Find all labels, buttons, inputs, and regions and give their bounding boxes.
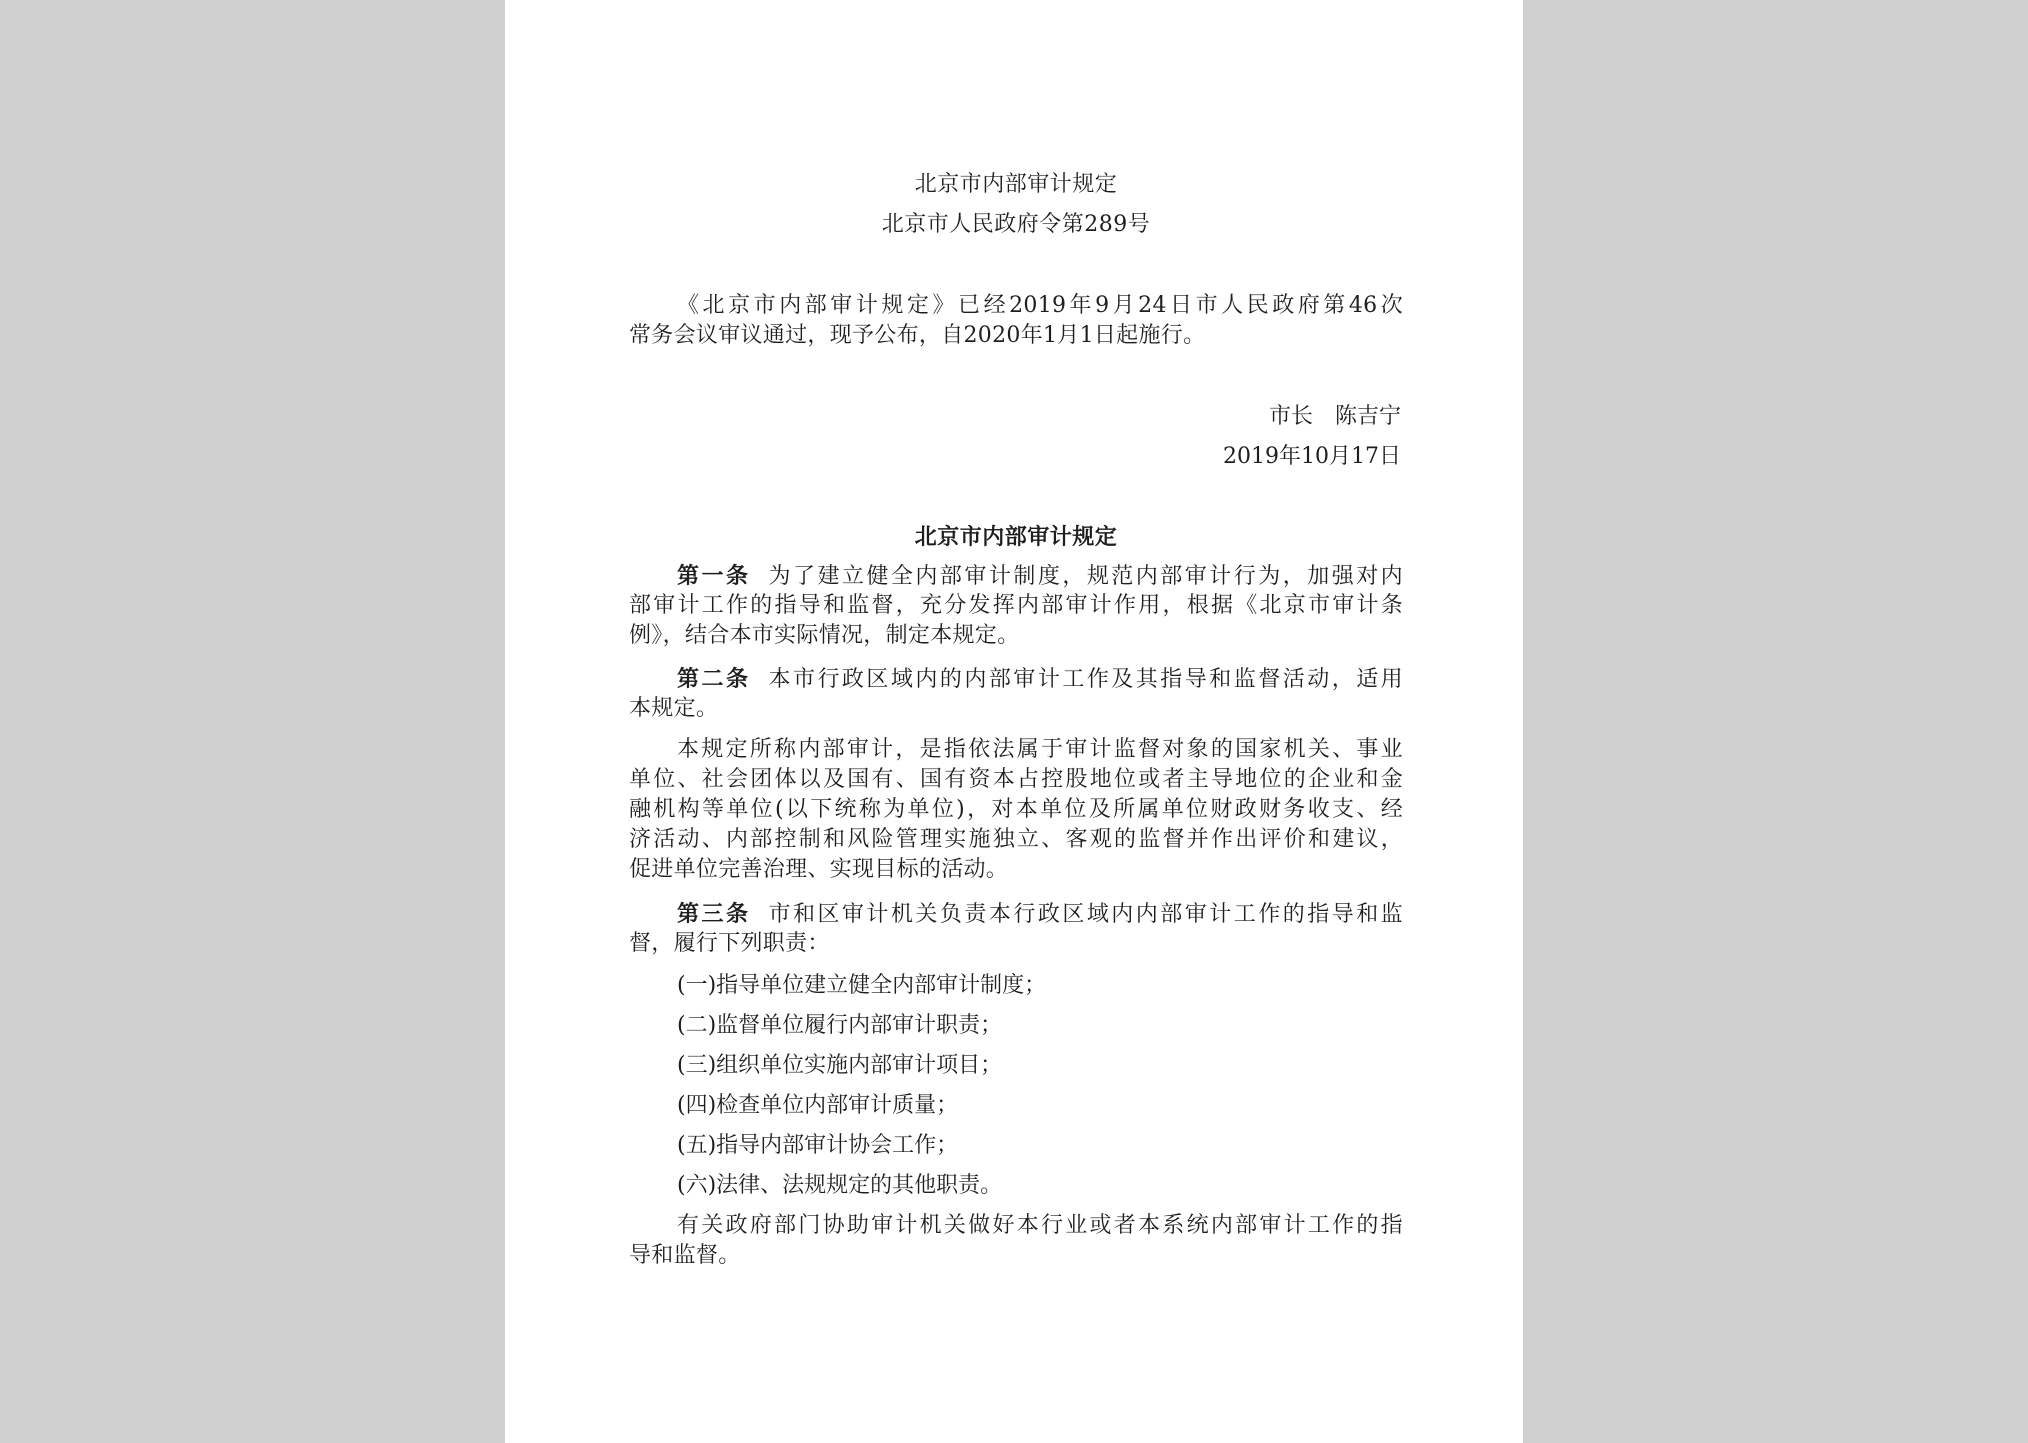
article-text: 融机构等单位(以下统称为单位)，对本单位及所属单位财政财务收支、经	[629, 797, 1403, 822]
article-label: 第一条	[677, 563, 751, 589]
article-text: 本规定所称内部审计，是指依法属于审计监督对象的国家机关、事业	[677, 737, 1403, 762]
article-text: 单位、社会团体以及国有、国有资本占控股地位或者主导地位的企业和金	[629, 767, 1403, 792]
list-item: (一)指导单位建立健全内部审计制度；	[677, 973, 1047, 998]
signature-name: 陈吉宁	[1334, 404, 1401, 429]
signature-role: 市长	[1268, 404, 1313, 429]
signature-date: 2019年10月17日	[1223, 444, 1401, 469]
list-item: (三)组织单位实施内部审计项目；	[677, 1053, 1003, 1078]
article-label: 第二条	[677, 666, 751, 692]
article-text: 督，履行下列职责：	[629, 931, 830, 956]
article-text: 促进单位完善治理、实现目标的活动。	[629, 857, 1009, 882]
article-1	[629, 561, 1403, 651]
body-title: 北京市内部审计规定	[914, 524, 1118, 550]
article-text: 导和监督。	[629, 1243, 741, 1268]
article-3	[629, 899, 1403, 959]
article-text: 市和区审计机关负责本行政区域内内部审计工作的指导和监	[768, 902, 1403, 927]
article-text: 为了建立健全内部审计制度，规范内部审计行为，加强对内	[768, 564, 1403, 589]
order-number: 北京市人民政府令第289号	[881, 212, 1151, 237]
article-2-paragraph-2	[629, 735, 1403, 885]
article-label: 第三条	[677, 901, 751, 927]
article-2	[629, 664, 1403, 724]
article-text: 例》，结合本市实际情况，制定本规定。	[629, 623, 1020, 648]
article-text: 本市行政区域内的内部审计工作及其指导和监督活动，适用	[768, 667, 1403, 692]
preamble-paragraph	[629, 291, 1403, 351]
document-page	[505, 0, 1523, 1443]
article-3-paragraph-2	[629, 1211, 1403, 1271]
preamble-line: 常务会议审议通过，现予公布，自2020年1月1日起施行。	[629, 323, 1206, 348]
article-text: 有关政府部门协助审计机关做好本行业或者本系统内部审计工作的指	[677, 1213, 1403, 1238]
preamble-line: 《北京市内部审计规定》已经2019年9月24日市人民政府第46次	[677, 293, 1403, 318]
article-text: 本规定。	[629, 696, 719, 721]
document-title: 北京市内部审计规定	[914, 172, 1118, 197]
list-item: (四)检查单位内部审计质量；	[677, 1093, 959, 1118]
list-item: (二)监督单位履行内部审计职责；	[677, 1013, 1003, 1038]
signature-line	[1269, 402, 1401, 432]
list-item: (五)指导内部审计协会工作；	[677, 1133, 959, 1158]
list-item: (六)法律、法规规定的其他职责。	[677, 1173, 1003, 1198]
article-text: 部审计工作的指导和监督，充分发挥内部审计作用，根据《北京市审计条	[629, 593, 1403, 618]
article-text: 济活动、内部控制和风险管理实施独立、客观的监督并作出评价和建议，	[629, 827, 1403, 852]
